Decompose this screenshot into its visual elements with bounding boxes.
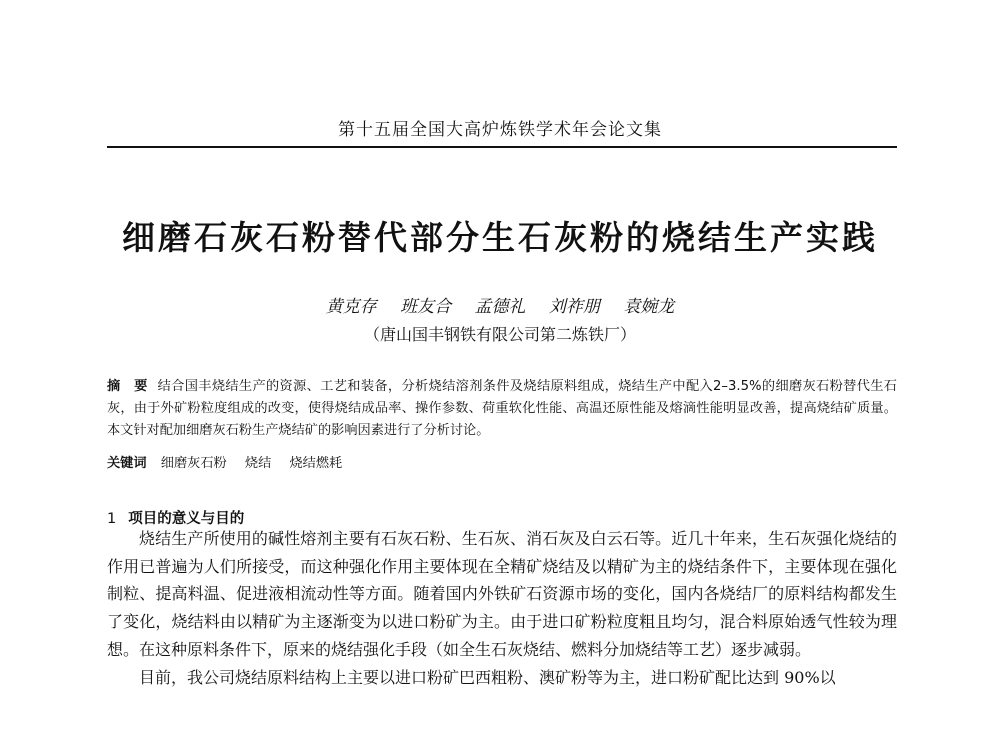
abstract-text: 结合国丰烧结生产的资源、工艺和装备，分析烧结溶剂条件及烧结原料组成，烧结生产中配入2–3.5%的细磨灰石粉替代生石灰，由于外矿粉粒度组成的改变，使得烧结成品率、操作参数、荷重软化性能、高温还原性能及熔滴性能明显改善，提高烧结矿质量。本文针对配加细磨灰石粉生产烧结矿的影响因素进行了分析讨论。 (107, 379, 897, 438)
author-name: 孟德礼 (474, 297, 526, 317)
section-title: 项目的意义与目的 (128, 511, 245, 527)
running-head: 第十五届全国大高炉炼铁学术年会论文集 (338, 120, 662, 140)
author-name: 班友合 (400, 297, 452, 317)
keywords (107, 452, 897, 471)
abstract (107, 376, 897, 442)
abstract-label: 摘 要 (107, 379, 148, 394)
author-name: 刘祚朋 (548, 297, 600, 317)
section-number: 1 (107, 511, 117, 527)
header-rule (107, 146, 897, 148)
author-list (0, 292, 1000, 317)
keyword: 烧结 (244, 456, 272, 471)
affiliation: （唐山国丰钢铁有限公司第二炼铁厂） (363, 325, 636, 344)
keyword: 烧结燃耗 (289, 456, 343, 471)
body-text (107, 525, 897, 691)
keywords-label: 关键词 (107, 456, 147, 471)
paper-title: 细磨石灰石粉替代部分生石灰粉的烧结生产实践 (122, 218, 878, 257)
author-name: 袁婉龙 (623, 297, 675, 317)
paragraph: 烧结生产所使用的碱性熔剂主要有石灰石粉、生石灰、消石灰及白云石等。近几十年来，生石灰强化烧结的作用已普遍为人们所接受，而这种强化作用主要体现在全精矿烧结及以精矿为主的烧结条件下，主要体现在强化制粒、提高料温、促进液相流动性等方面。随着国内外铁矿石资源市场的变化，国内各烧结厂的原料结构都发生了变化，烧结料由以精矿为主逐渐变为以进口粉矿为主。由于进口矿粉粒度粗且均匀，混合料原始透气性较为理想。在这种原料条件下，原来的烧结强化手段（如全生石灰烧结、燃料分加烧结等工艺）逐步减弱。 (107, 529, 897, 659)
keyword: 细磨灰石粉 (160, 456, 227, 471)
paragraph: 目前，我公司烧结原料结构上主要以进口粉矿巴西粗粉、澳矿粉等为主，进口粉矿配比达到 90%以 (139, 667, 836, 687)
author-name: 黄克存 (325, 297, 377, 317)
